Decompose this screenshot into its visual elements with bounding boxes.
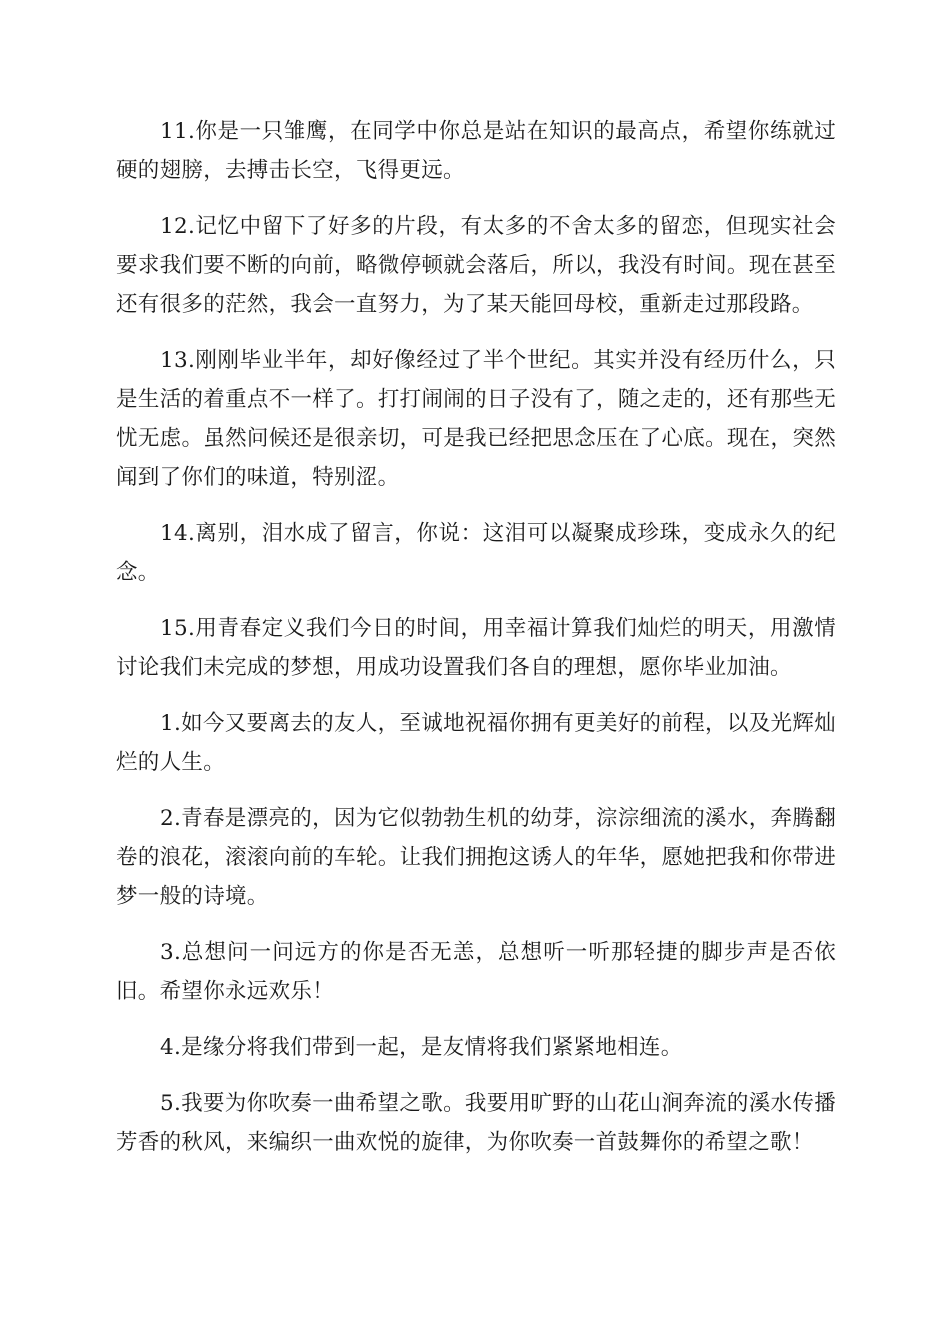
paragraph-5: 5.我要为你吹奏一曲希望之歌。我要用旷野的山花山涧奔流的溪水传播芳香的秋风，来编织一曲欢悦的旋律，为你吹奏一首鼓舞你的希望之歌！ [116,1091,836,1155]
paragraph-2: 2.青春是漂亮的，因为它似勃勃生机的幼芽，淙淙细流的溪水，奔腾翻卷的浪花，滚滚向前的车轮。让我们拥抱这诱人的年华，愿她把我和你带进梦一般的诗境。 [116,806,836,909]
document-body [116,112,836,1179]
paragraph-15: 15.用青春定义我们今日的时间，用幸福计算我们灿烂的明天，用激情讨论我们未完成的梦想，用成功设置我们各自的理想，愿你毕业加油。 [116,616,836,680]
paragraph-12: 12.记忆中留下了好多的片段，有太多的不舍太多的留恋，但现实社会要求我们要不断的向前，略微停顿就会落后，所以，我没有时间。现在甚至还有很多的茫然，我会一直努力，为了某天能回母校，重新走过那段路。 [116,214,836,317]
paragraph-13: 13.刚刚毕业半年，却好像经过了半个世纪。其实并没有经历什么，只是生活的着重点不一样了。打打闹闹的日子没有了，随之走的，还有那些无忧无虑。虽然问候还是很亲切，可是我已经把思念压在了心底。现在，突然闻到了你们的味道，特别涩。 [116,348,836,490]
paragraph-3: 3.总想问一问远方的你是否无恙，总想听一听那轻捷的脚步声是否依旧。希望你永远欢乐！ [116,940,836,1004]
paragraph-14: 14.离别，泪水成了留言，你说：这泪可以凝聚成珍珠，变成永久的纪念。 [116,521,836,585]
paragraph-1: 1.如今又要离去的友人，至诚地祝福你拥有更美好的前程，以及光辉灿烂的人生。 [116,711,836,775]
paragraph-11: 11.你是一只雏鹰，在同学中你总是站在知识的最高点，希望你练就过硬的翅膀，去搏击长空，飞得更远。 [116,119,836,183]
paragraph-4: 4.是缘分将我们带到一起，是友情将我们紧紧地相连。 [160,1035,683,1060]
